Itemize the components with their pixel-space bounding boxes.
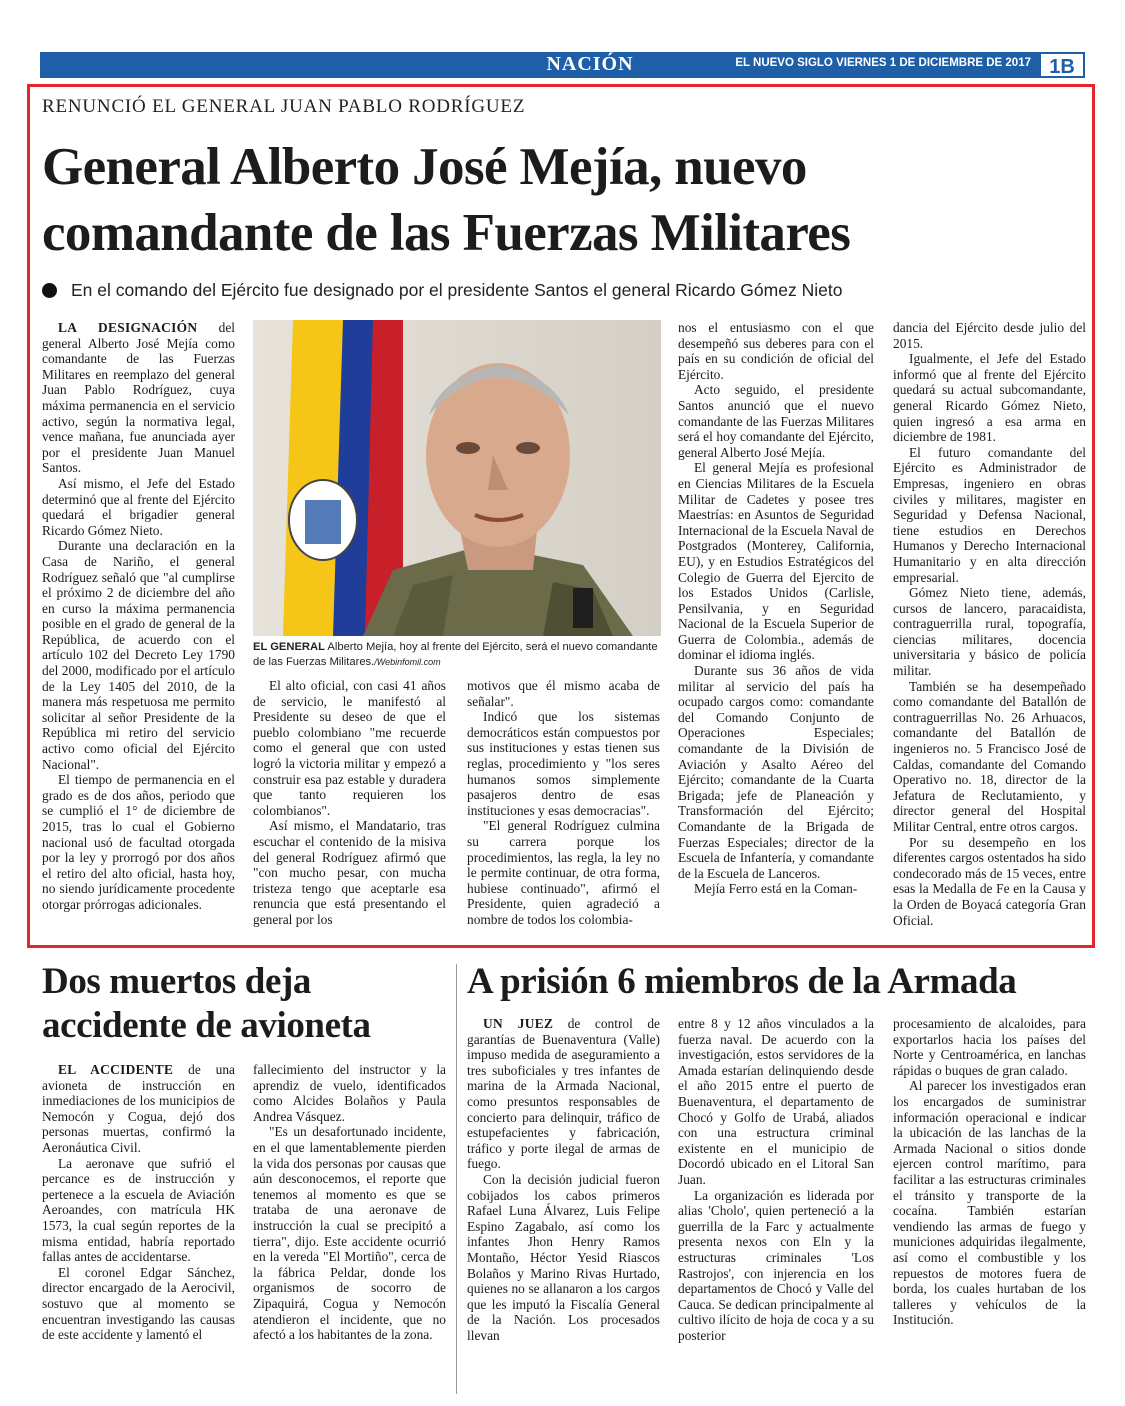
page-number: 1B bbox=[1039, 52, 1085, 78]
paragraph: "Es un desafortunado incidente, en el que lamentablemente pierden la vida dos personas por causas que aún desconocemos, el reporte que tenemos al momento es que se trataba de una aeronave de instrucción la cual se precipitó a tierra", dijo. Este accidente ocurrió en la vereda "El Mortiño", cerca de la fábrica Peldar, donde los organismos de socorro de Zipaquirá, Cogua y Nemocón atendieron el incidente, que no afectó a los habitantes de la zona. bbox=[253, 1124, 446, 1343]
paragraph: El alto oficial, con casi 41 años de servicio, le manifestó al Presidente su deseo de que el pueblo colombiano "me recuerde como el general que con usted logró la victoria militar y empezó a construir esa paz estable y duradera que tanto requieren los colombianos". bbox=[253, 678, 446, 818]
general-photo bbox=[253, 320, 661, 636]
column-divider bbox=[456, 964, 457, 1394]
paragraph: Indicó que los sistemas democráticos están compuestos por sus instituciones y estas tienen sus reglas, procedimiento y "los seres humanos somos simplemente pasajeros dentro de esas instituciones y esas democracias". bbox=[467, 709, 660, 818]
lead-word: EL ACCIDENTE bbox=[58, 1062, 174, 1077]
paragraph: Al parecer los investigados eran los encargados de suministrar información operacional e indicar la ubicación de las lanchas de la Armada Nacional o sitios donde ejercen control marítimo, para facilitar a las estructuras criminales el tránsito y transporte de la cocaína. También estarían vendiendo las armas de fuego y municiones adquiridas ilegalmente, así como el combustible y los repuestos de motores fuera de borda, los cuales hurtaban de los talleres y vehículos de la Institución. bbox=[893, 1078, 1086, 1328]
photo-caption: EL GENERAL Alberto Mejía, hoy al frente del Ejército, será el nuevo comandante de las Fuerzas Militares./Webinfomil.com bbox=[253, 641, 658, 668]
deck bbox=[42, 280, 842, 301]
paragraph: La organización es liderada por alias 'Cholo', quien perteneció a la guerrilla de la Farc y actualmente presenta nexos con Eln y la estructuras criminales 'Los Rastrojos', con injerencia en los departamentos de Chocó y Valle del Cauca. Se dedican principalmente al cultivo ilícito de hoja de coca y a su posterior bbox=[678, 1187, 874, 1343]
main-column-4 bbox=[678, 320, 874, 897]
paragraph: También se ha desempeñado como comandante del Batallón de contraguerrillas No. 26 Arhuacos, comandante del Batallón de ingenieros no. 5 Francisco José de Caldas, comandante del Comando Operativo no. 18, director de la Jefatura de Reclutamiento, y director general del Hospital Militar Central, entre otros cargos. bbox=[893, 678, 1086, 834]
bullet-icon bbox=[42, 283, 57, 298]
paragraph: Durante una declaración en la Casa de Nariño, el general Rodríguez señaló que "al cumplirse el próximo 2 de diciembre del año en curso la máxima permanencia posible en el grado de general de la República, de acuerdo con el artículo 102 del Decreto Ley 1790 del 2000, modificado por el artículo de la Ley 1405 del 2010, de la manera más respetuosa me permito solicitar al señor Presidente de la República mi retiro del servicio activo como oficial del Ejército Nacional". bbox=[42, 538, 235, 772]
paragraph: nos el entusiasmo con el que desempeñó sus deberes para con el país en su condición de oficial del Ejército. bbox=[678, 320, 874, 382]
paragraph: LA DESIGNACIÓN del general Alberto José Mejía como comandante de las Fuerzas Militares en reemplazo del general Juan Pablo Rodríguez, cuya máxima permanencia en el servicio activo, según la normativa legal, vence mañana, fue anunciada ayer por el presidente Juan Manuel Santos. bbox=[42, 320, 235, 476]
paragraph: fallecimiento del instructor y la aprendiz de vuelo, identificados como Alcides Bolaños y Paula Andrea Vásquez. bbox=[253, 1062, 446, 1124]
issue-date-line: EL NUEVO SIGLO VIERNES 1 DE DICIEMBRE DE 2017 bbox=[735, 57, 1031, 69]
paragraph: Así mismo, el Mandatario, tras escuchar el contenido de la misiva del general Rodríguez afirmó que "con mucho pesar, con mucha tristeza tengo que aceptarle esa renuncia que está presentando el general por los bbox=[253, 818, 446, 927]
main-column-1 bbox=[42, 320, 235, 913]
caption-lead: EL GENERAL bbox=[253, 641, 325, 653]
story3-headline: A prisión 6 miembros de la Armada bbox=[467, 961, 1017, 1002]
story3-column-2 bbox=[678, 1016, 874, 1343]
paragraph: El coronel Edgar Sánchez, director encargado de la Aerocivil, sostuvo que al momento se encuentran investigando las causas de este accidente y lamentó el bbox=[42, 1264, 235, 1343]
paragraph: El futuro comandante del Ejército es Administrador de Empresas, ingeniero en obras civiles y militares, magister en Seguridad y Defensa Nacional, tiene estudios en Derechos Humanos y Derecho Internacional Humanitario y en alta dirección empresarial. bbox=[893, 444, 1086, 585]
photo-credit: /Webinfomil.com bbox=[374, 656, 441, 667]
paragraph: La aeronave que sufrió el percance es de instrucción y pertenece a la escuela de Aviación Aeroandes, con matrícula HK 1573, la cual según reportes de la misma entidad, habría reportado fallas antes de accidentarse. bbox=[42, 1155, 235, 1265]
paragraph: Por su desempeño en los diferentes cargos ostentados ha sido condecorado más de 15 veces, entre esas la Medalla de Fe en la Causa y la Orden de Boyacá categoría Gran Oficial. bbox=[893, 834, 1086, 928]
paragraph: Igualmente, el Jefe del Estado informó que al frente del Ejército quedará su actual subcomandante, general Ricardo Gómez Nieto, quien ingresó a esa arma en diciembre de 1981. bbox=[893, 351, 1086, 445]
lead-word: LA DESIGNACIÓN bbox=[58, 320, 198, 335]
story3-column-1 bbox=[467, 1016, 660, 1343]
section-header-bar bbox=[40, 52, 1085, 78]
portrait-illustration bbox=[253, 320, 661, 636]
paragraph: procesamiento de alcaloides, para exportarlos hacia los países del Norte y Centroamérica, en lanchas rápidas o buques de gran calado. bbox=[893, 1016, 1086, 1078]
paragraph: UN JUEZ de control de garantías de Buenaventura (Valle) impuso medida de aseguramiento a tres suboficiales y tres infantes de marina de la Armada Nacional, como presuntos responsables de concierto para delinquir, tráfico de estupefacientes y fabricación, tráfico y porte ilegal de armas de fuego. bbox=[467, 1016, 660, 1172]
main-column-2 bbox=[253, 678, 446, 928]
story2-column-1 bbox=[42, 1062, 235, 1343]
paragraph: EL ACCIDENTE de una avioneta de instrucción en inmediaciones de los municipios de Nemocón y Cogua, dejó dos personas muertas, confirmó la Aeronáutica Civil. bbox=[42, 1062, 235, 1155]
lead-word: UN JUEZ bbox=[483, 1016, 554, 1031]
paragraph: Así mismo, el Jefe del Estado determinó que al frente del Ejército quedará el brigadier general Ricardo Gómez Nieto. bbox=[42, 475, 235, 538]
paragraph: motivos que él mismo acaba de señalar". bbox=[467, 678, 660, 709]
paragraph: El tiempo de permanencia en el grado es de dos años, periodo que se cumplió el 1° de diciembre de 2015, tras lo cual el Gobierno nacional usó de facultad otorgada por la ley y prorrogó por dos años el retiro del alto oficial, hasta hoy, no siendo jurídicamente procedente otorgar prórrogas adicionales. bbox=[42, 772, 235, 912]
deck-text: En el comando del Ejército fue designado por el presidente Santos el general Ricardo Gómez Nieto bbox=[71, 280, 843, 300]
main-column-3 bbox=[467, 678, 660, 928]
main-headline: General Alberto José Mejía, nuevo comandante de las Fuerzas Militares bbox=[42, 138, 851, 262]
paragraph: Acto seguido, el presidente Santos anunció que el nuevo comandante de las Fuerzas Militares será el hoy comandante del Ejército, general Alberto José Mejía. bbox=[678, 382, 874, 460]
section-name: NACIÓN bbox=[546, 53, 634, 75]
paragraph: "El general Rodríguez culmina su carrera porque los procedimientos, las regla, la ley no le permite continuar, de otra forma, hubiese continuado", afirmó el Presidente, quien agradeció a nombre de todos los colombia- bbox=[467, 818, 660, 927]
kicker: RENUNCIÓ EL GENERAL JUAN PABLO RODRÍGUEZ bbox=[42, 96, 526, 117]
paragraph: entre 8 y 12 años vinculados a la fuerza naval. De acuerdo con la investigación, estos servidores de la Amada estarían delinquiendo desde el año 2015 entre el puerto de Buenaventura, el departamento de Chocó y Golfo de Urabá, aliados con una estructura criminal existente en el municipio de Docordó ubicado en el Litoral San Juan. bbox=[678, 1016, 874, 1187]
paragraph: Durante sus 36 años de vida militar al servicio del país ha ocupado cargos como: comandante del Comando Conjunto de Operaciones Especiales; comandante de la División de Aviación y Asalto Aéreo del Ejército; comandante de la Cuarta Brigada; jefe de Planeación y Transformación del Ejército; Comandante de la Brigada de Fuerzas Especiales; director de la Escuela de Infantería, y comandante de la Escuela de Lanceros. bbox=[678, 663, 874, 881]
paragraph: dancia del Ejército desde julio del 2015. bbox=[893, 320, 1086, 351]
paragraph: El general Mejía es profesional en Ciencias Militares de la Escuela Militar de Cadetes y posee tres Maestrías: en Asuntos de Seguridad Internacional de la Escuela Naval de Postgrados (Monterey, California, EU), y en Estudios Estratégicos del Colegio de Guerra del Ejercito de los Estados Unidos (Carlisle, Pensilvania, y en Seguridad Nacional de la Escuela Superior de Guerra de Colombia., además de dominar el idioma inglés. bbox=[678, 460, 874, 663]
main-column-5 bbox=[893, 320, 1086, 928]
story3-column-3 bbox=[893, 1016, 1086, 1328]
paragraph: Mejía Ferro está en la Coman- bbox=[694, 881, 858, 897]
story2-headline: Dos muertos deja accidente de avioneta bbox=[42, 961, 371, 1046]
paragraph: Con la decisión judicial fueron cobijados los cabos primeros Rafael Luna Álvarez, Luis Felipe Espino Zagabalo, así como los infantes Jhon Henry Ramos Montaño, Héctor Yesid Riascos Bolaños y Marino Rivas Hurtado, quienes no se allanaron a los cargos que les imputó la Fiscalía General de la Nación. Los procesados llevan bbox=[467, 1171, 660, 1343]
paragraph: Gómez Nieto tiene, además, cursos de lancero, paracaidista, contraguerrilla rural, topografía, ciencias militares, docencia universitaria y básico de policía militar. bbox=[893, 585, 1086, 679]
story2-column-2 bbox=[253, 1062, 446, 1343]
